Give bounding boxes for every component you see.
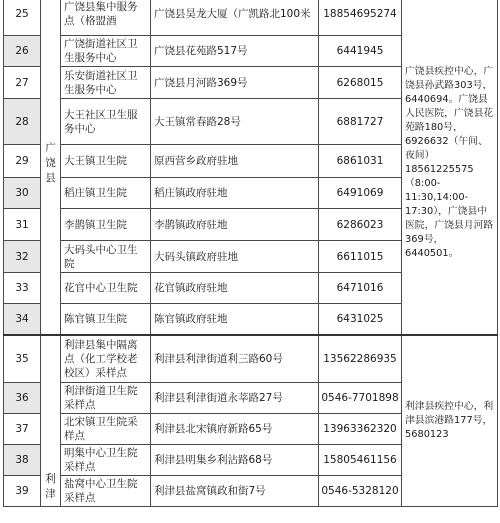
site-name: 稻庄镇卫生院 <box>61 178 151 209</box>
site-address: 大王镇常春路28号 <box>151 99 319 145</box>
site-name: 花官中心卫生院 <box>61 273 151 304</box>
site-phone: 6431025 <box>319 304 402 335</box>
site-name: 大码头中心卫生院 <box>61 241 151 273</box>
site-phone: 6441945 <box>319 36 402 67</box>
site-phone: 13562286935 <box>319 335 402 383</box>
site-address: 原西营乡政府驻地 <box>151 145 319 178</box>
site-address: 稻庄镇政府驻地 <box>151 178 319 209</box>
row-number: 32 <box>4 241 41 273</box>
row-number: 25 <box>4 0 41 36</box>
row-number: 30 <box>4 178 41 209</box>
site-phone: 6268015 <box>319 67 402 99</box>
site-address: 利津县北宋镇府新路65号 <box>151 414 319 445</box>
site-phone: 0546-5328120 <box>319 476 402 507</box>
site-phone: 15805461156 <box>319 445 402 476</box>
site-name: 大王社区卫生服务中心 <box>61 99 151 145</box>
row-number: 38 <box>4 445 41 476</box>
site-address: 利津县利津街道利三路60号 <box>151 335 319 383</box>
row-number: 28 <box>4 99 41 145</box>
site-phone: 6611015 <box>319 241 402 273</box>
site-phone: 13963362320 <box>319 414 402 445</box>
site-address: 利津县盐窝镇政和街7号 <box>151 476 319 507</box>
site-name: 广饶街道社区卫生服务中心 <box>61 36 151 67</box>
site-address: 花官镇政府驻地 <box>151 273 319 304</box>
row-number: 33 <box>4 273 41 304</box>
site-name: 北宋镇卫生院采样点 <box>61 414 151 445</box>
county-cell: 利津 <box>41 335 61 507</box>
row-number: 27 <box>4 67 41 99</box>
site-address: 大码头镇政府驻地 <box>151 241 319 273</box>
site-phone: 0546-7701898 <box>319 383 402 414</box>
site-address: 广饶县月河路369号 <box>151 67 319 99</box>
row-number: 35 <box>4 335 41 383</box>
site-address: 李鹊镇政府驻地 <box>151 209 319 241</box>
site-name: 利津县集中隔离点（化工学校老校区）采样点 <box>61 335 151 383</box>
site-name: 李鹊镇卫生院 <box>61 209 151 241</box>
site-address: 广饶县花苑路517号 <box>151 36 319 67</box>
site-name: 盐窝中心卫生院采样点 <box>61 476 151 507</box>
site-name: 广饶县集中服务点（格盟酒 <box>61 0 151 36</box>
contact-cell: 利津县疾控中心，利津县滨港路177号，5680123 <box>402 335 498 507</box>
site-phone: 18854695274 <box>319 0 402 36</box>
contact-cell: 广饶县疾控中心，广饶县孙武路303号，6440694。广饶县人民医院，广饶县花苑路180号，6926632（午间、夜间）18561225575（8:00-11:30,14:00-17:30），广饶县中医院，广饶县月河路369号，6440501。 <box>402 0 498 335</box>
site-phone: 6491069 <box>319 178 402 209</box>
row-number: 39 <box>4 476 41 507</box>
site-name: 利津街道卫生院采样点 <box>61 383 151 414</box>
sampling-sites-table <box>3 0 498 507</box>
row-number: 26 <box>4 36 41 67</box>
site-name: 大王镇卫生院 <box>61 145 151 178</box>
site-name: 乐安街道社区卫生服务中心 <box>61 67 151 99</box>
row-number: 36 <box>4 383 41 414</box>
site-name: 陈官镇卫生院 <box>61 304 151 335</box>
site-name: 明集中心卫生院采样点 <box>61 445 151 476</box>
site-phone: 6881727 <box>319 99 402 145</box>
site-address: 陈官镇政府驻地 <box>151 304 319 335</box>
site-phone: 6861031 <box>319 145 402 178</box>
site-address: 利津县明集乡利沾路68号 <box>151 445 319 476</box>
site-phone: 6286023 <box>319 209 402 241</box>
site-address: 广饶县昊龙大厦（广凯路北100米 <box>151 0 319 36</box>
row-number: 31 <box>4 209 41 241</box>
row-number: 37 <box>4 414 41 445</box>
row-number: 29 <box>4 145 41 178</box>
site-address: 利津县利津街道永莘路27号 <box>151 383 319 414</box>
row-number: 34 <box>4 304 41 335</box>
site-phone: 6471016 <box>319 273 402 304</box>
county-cell: 广饶县 <box>41 0 61 335</box>
